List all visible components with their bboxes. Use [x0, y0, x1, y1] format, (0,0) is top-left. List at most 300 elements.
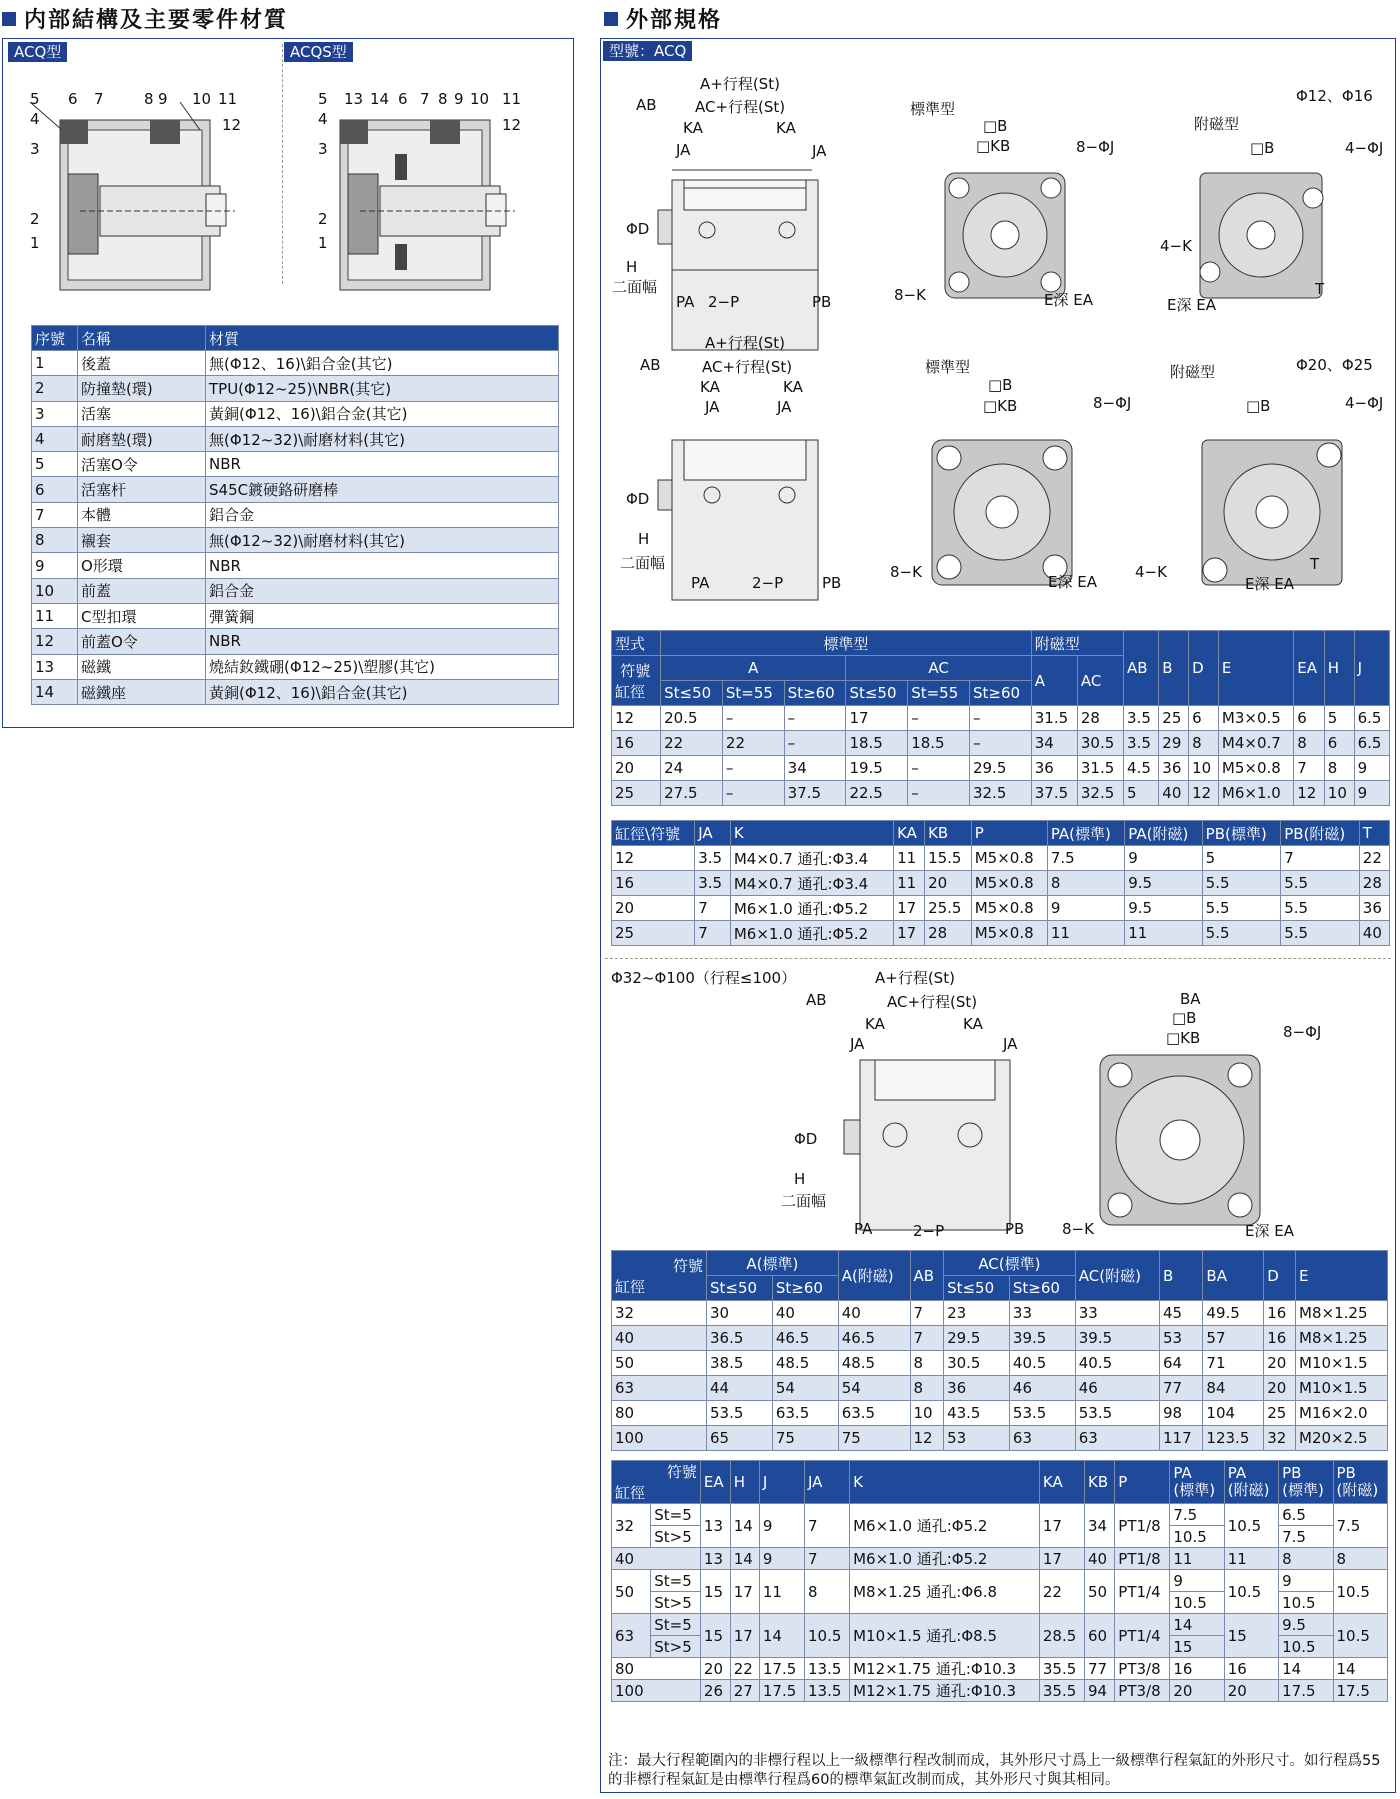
table-cell: 襯套: [78, 528, 206, 553]
table-cell: 8: [1279, 1548, 1333, 1570]
dim-eea-1: E深 EA: [1044, 291, 1093, 309]
table-cell: –: [722, 756, 784, 781]
table-cell: 4.5: [1124, 756, 1159, 781]
t1-body: [612, 706, 1390, 806]
table-cell: 17: [730, 1570, 759, 1614]
table-cell: 75: [772, 1426, 838, 1451]
table-cell: 31.5: [1077, 756, 1123, 781]
acqs-label-6: 6: [398, 90, 408, 108]
t3-h-sym: 符號: [672, 1256, 703, 1275]
table-cell: 35.5: [1039, 1680, 1084, 1702]
table-cell: NBR: [206, 553, 559, 578]
table-cell: M5×0.8: [971, 846, 1047, 871]
column-header: P: [971, 821, 1047, 846]
label-mag-1: 附磁型: [1194, 115, 1240, 133]
table-cell: 12: [1189, 781, 1219, 806]
table-cell: 11: [1047, 921, 1124, 946]
table-cell: 44: [707, 1376, 773, 1401]
table-cell: 14: [1333, 1658, 1388, 1680]
table-cell: 40: [612, 1326, 707, 1351]
acqs-label-3: 3: [318, 140, 328, 158]
column-header: PB(標準): [1202, 821, 1281, 846]
acqs-label-7: 7: [420, 90, 430, 108]
table-cell: 17: [894, 896, 925, 921]
table-cell: 49.5: [1203, 1301, 1264, 1326]
table-cell: St>5: [651, 1636, 701, 1658]
t3-h-amag: A(附磁): [838, 1251, 910, 1301]
table-cell: 9: [1047, 896, 1124, 921]
table-cell: 13: [32, 654, 78, 679]
table-cell: 13: [700, 1548, 730, 1570]
table-row: [612, 871, 1390, 896]
table-cell: 4: [32, 426, 78, 451]
column-header: KB: [1084, 1461, 1114, 1504]
table-cell: 53.5: [1009, 1401, 1075, 1426]
dim-a-st-1: A+行程(St): [700, 75, 780, 93]
materials-table: [31, 325, 559, 705]
dim-ka-3b: KA: [963, 1015, 983, 1033]
table-cell: 25: [612, 921, 695, 946]
column-header: EA: [700, 1461, 730, 1504]
dim-a-st-2: A+行程(St): [705, 334, 785, 352]
table-cell: 7: [910, 1301, 944, 1326]
table-cell: 11: [1224, 1548, 1278, 1570]
table-cell: 9: [1354, 756, 1389, 781]
acq-label-2: 2: [30, 210, 40, 228]
dim-8j-3: 8−ΦJ: [1283, 1023, 1322, 1041]
table-cell: 10.5: [1170, 1526, 1224, 1548]
table-cell: 16: [612, 731, 661, 756]
column-header: K: [850, 1461, 1040, 1504]
table-cell: 36: [944, 1376, 1010, 1401]
dim-table-4: [611, 1460, 1388, 1702]
table-cell: M6×1.0: [1218, 781, 1293, 806]
column-header: PA (附磁): [1224, 1461, 1278, 1504]
table-cell: 22: [730, 1658, 759, 1680]
column-header: PA(附磁): [1125, 821, 1202, 846]
table-cell: 28: [1359, 871, 1389, 896]
t3-sub-1: St≥60: [772, 1276, 838, 1301]
table-cell: 98: [1160, 1401, 1203, 1426]
table-row: [612, 1326, 1388, 1351]
table-cell: M5×0.8: [971, 896, 1047, 921]
table-cell: [651, 1548, 701, 1570]
tag-model: 型號：ACQ: [603, 41, 692, 61]
table-cell: 12: [612, 846, 695, 871]
column-header: J: [759, 1461, 804, 1504]
dim-two-face-2: 二面幅: [620, 554, 666, 572]
table-cell: 10: [1189, 756, 1219, 781]
table-cell: 63: [1009, 1426, 1075, 1451]
table-row: [612, 1614, 1388, 1636]
dim-ja-3b: JA: [1003, 1035, 1018, 1053]
table-cell: 9.5: [1125, 871, 1202, 896]
dim-b-mag-2: □B: [1246, 397, 1271, 415]
column-header: PB(附磁): [1281, 821, 1360, 846]
table-cell: 63: [1075, 1426, 1159, 1451]
table-cell: M3×0.5: [1218, 706, 1293, 731]
table-row: [612, 1570, 1388, 1592]
acq-label-4: 4: [30, 110, 40, 128]
bullet-square-icon: [2, 12, 16, 26]
table-cell: 27: [730, 1680, 759, 1702]
table-cell: 84: [1203, 1376, 1264, 1401]
table-cell: 耐磨墊(環): [78, 426, 206, 451]
table-cell: 前蓋: [78, 578, 206, 603]
dim-table-1: [611, 630, 1390, 806]
table-cell: 15: [700, 1570, 730, 1614]
table-cell: 24: [661, 756, 723, 781]
dim-phi-d-1: ΦD: [626, 220, 650, 238]
t1-sub-2: St≥60: [784, 681, 846, 706]
dim-8k-2: 8−K: [890, 563, 922, 581]
table-cell: –: [908, 781, 970, 806]
t1-sub-4: St=55: [908, 681, 970, 706]
table-cell: 14: [1279, 1658, 1333, 1680]
table-cell: M5×0.8: [971, 871, 1047, 896]
table-row: [32, 401, 559, 426]
column-header: KA: [894, 821, 925, 846]
table-cell: 8: [1294, 731, 1325, 756]
dim-t-1: T: [1315, 280, 1325, 298]
table-cell: 16: [1264, 1326, 1296, 1351]
table-cell: 前蓋O令: [78, 629, 206, 654]
t3-h-e: E: [1296, 1251, 1388, 1301]
table-cell: 25: [1159, 706, 1189, 731]
label-phi32100: Φ32~Φ100（行程≤100）: [611, 969, 797, 987]
t4-h-bore: 缸徑: [615, 1484, 646, 1502]
table-cell: 50: [612, 1351, 707, 1376]
table-cell: 燒結釹鐵硼(Φ12~25)\塑膠(其它): [206, 654, 559, 679]
table-cell: 22: [661, 731, 723, 756]
t3-sub-3: St≥60: [1009, 1276, 1075, 1301]
table-cell: 63: [612, 1376, 707, 1401]
table-cell: St>5: [651, 1592, 701, 1614]
mat-h-no: 序號: [32, 326, 78, 351]
table-cell: 23: [944, 1301, 1010, 1326]
table-row: [32, 477, 559, 502]
table-cell: –: [969, 731, 1031, 756]
table-cell: 12: [612, 706, 661, 731]
table-cell: 11: [894, 871, 925, 896]
table-cell: 20: [1264, 1376, 1296, 1401]
table-cell: 25.5: [925, 896, 972, 921]
table-row: [32, 629, 559, 654]
table-cell: 10: [1324, 781, 1354, 806]
table-cell: 8: [910, 1351, 944, 1376]
table-cell: –: [784, 731, 846, 756]
table-cell: 36: [1359, 896, 1389, 921]
dim-eea2-1: E深 EA: [1167, 296, 1216, 314]
t1-h-amag: A: [1031, 656, 1077, 706]
table-row: [32, 452, 559, 477]
table-cell: 54: [772, 1376, 838, 1401]
dim-ka-3a: KA: [865, 1015, 885, 1033]
table-cell: 40: [838, 1301, 910, 1326]
table-cell: 7.5: [1047, 846, 1124, 871]
table-cell: PT3/8: [1115, 1680, 1170, 1702]
table-cell: 5: [32, 452, 78, 477]
table-cell: 13.5: [804, 1658, 849, 1680]
table-row: [612, 1680, 1388, 1702]
table-cell: 37.5: [784, 781, 846, 806]
table-cell: 20.5: [661, 706, 723, 731]
dim-8j-2: 8−ΦJ: [1093, 394, 1132, 412]
column-header: PA(標準): [1047, 821, 1124, 846]
t1-h-j: J: [1354, 631, 1389, 706]
table-cell: 7: [32, 502, 78, 527]
dim-eea2-2: E深 EA: [1245, 575, 1294, 593]
table-cell: 30.5: [1077, 731, 1123, 756]
column-header: H: [730, 1461, 759, 1504]
table-cell: 無(Φ12~32)\耐磨材料(其它): [206, 528, 559, 553]
left-divider: [282, 44, 283, 284]
t1-h-b: B: [1159, 631, 1189, 706]
table-row: [32, 603, 559, 628]
table-cell: 活塞O令: [78, 452, 206, 477]
table-cell: 10.5: [804, 1614, 849, 1658]
table-cell: 27.5: [661, 781, 723, 806]
table-row: [612, 781, 1390, 806]
dim-2p-3: 2−P: [913, 1222, 945, 1240]
table-cell: M8×1.25: [1296, 1301, 1388, 1326]
materials-header-row: [32, 326, 559, 351]
table-cell: 123.5: [1203, 1426, 1264, 1451]
table-cell: 104: [1203, 1401, 1264, 1426]
table-cell: 30.5: [944, 1351, 1010, 1376]
table-cell: 11: [759, 1570, 804, 1614]
table-cell: 7.5: [1333, 1504, 1388, 1548]
table-cell: 17.5: [759, 1680, 804, 1702]
t4-header-row: [612, 1461, 1388, 1504]
t3-h-astd: A(標準): [707, 1251, 839, 1276]
dim-ac-st-2: AC+行程(St): [702, 358, 793, 376]
table-cell: 10: [32, 578, 78, 603]
dim-two-face-3: 二面幅: [781, 1192, 827, 1210]
t3-body: [612, 1301, 1388, 1451]
table-cell: 54: [838, 1376, 910, 1401]
table-cell: 8: [1324, 756, 1354, 781]
table-cell: 32: [612, 1504, 651, 1548]
column-header: P: [1115, 1461, 1170, 1504]
table-cell: 17.5: [1279, 1680, 1333, 1702]
table-cell: 9: [1170, 1570, 1224, 1592]
table-cell: 9.5: [1125, 896, 1202, 921]
table-cell: 活塞: [78, 401, 206, 426]
dim-4j-2: 4−ΦJ: [1345, 394, 1384, 412]
table-cell: 40: [1159, 781, 1189, 806]
table-cell: M10×1.5: [1296, 1351, 1388, 1376]
table-cell: M4×0.7 通孔:Φ3.4: [730, 871, 893, 896]
table-cell: 46: [1009, 1376, 1075, 1401]
table-cell: PT1/8: [1115, 1548, 1170, 1570]
column-header: PB (標準): [1279, 1461, 1333, 1504]
table-row: [612, 1301, 1388, 1326]
table-cell: 22: [722, 731, 784, 756]
table-row: [32, 376, 559, 401]
table-cell: 34: [784, 756, 846, 781]
table-cell: M4×0.7 通孔:Φ3.4: [730, 846, 893, 871]
acq-label-5: 5: [30, 90, 40, 108]
table-cell: 20: [925, 871, 972, 896]
dim-table-2: [611, 820, 1390, 946]
acqs-label-4: 4: [318, 110, 328, 128]
table-cell: 9: [1354, 781, 1389, 806]
acq-label-1: 1: [30, 234, 40, 252]
table-cell: 8: [1333, 1548, 1388, 1570]
dim-ac-st-3: AC+行程(St): [887, 993, 978, 1011]
table-cell: 鋁合金: [206, 502, 559, 527]
table-row: [612, 756, 1390, 781]
table-cell: 53.5: [707, 1401, 773, 1426]
table-cell: 40: [1359, 921, 1389, 946]
table-cell: 50: [612, 1570, 651, 1614]
table-cell: 25: [1264, 1401, 1296, 1426]
table-cell: 活塞杆: [78, 477, 206, 502]
table-cell: 11: [894, 846, 925, 871]
table-cell: 43.5: [944, 1401, 1010, 1426]
table-row: [32, 502, 559, 527]
table-row: [612, 1658, 1388, 1680]
dim-phi-d-2: ΦD: [626, 490, 650, 508]
table-cell: 8: [1047, 871, 1124, 896]
t1-h-type: 型式: [612, 631, 661, 656]
table-cell: M10×1.5 通孔:Φ8.5: [850, 1614, 1040, 1658]
dim-ab-1: AB: [636, 96, 657, 114]
table-cell: 16: [1264, 1301, 1296, 1326]
table-cell: 39.5: [1075, 1326, 1159, 1351]
table-cell: 5: [1124, 781, 1159, 806]
t4-corner-header: [612, 1461, 701, 1504]
table-cell: 3.5: [695, 846, 731, 871]
table-cell: 3.5: [1124, 731, 1159, 756]
table-cell: 7: [910, 1326, 944, 1351]
table-cell: 12: [32, 629, 78, 654]
table-row: [612, 921, 1390, 946]
dim-b-mag-1: □B: [1250, 139, 1275, 157]
table-row: [32, 351, 559, 376]
table-cell: 5.5: [1202, 871, 1281, 896]
table-cell: 10.5: [1333, 1614, 1388, 1658]
table-cell: 無(Φ12~32)\耐磨材料(其它): [206, 426, 559, 451]
table-cell: 3.5: [695, 871, 731, 896]
table-row: [32, 679, 559, 704]
table-cell: 16: [1170, 1658, 1224, 1680]
table-cell: 9: [759, 1504, 804, 1548]
dim-2p-2: 2−P: [752, 574, 784, 592]
t1-h-bore: 缸徑: [615, 682, 646, 701]
table-cell: 3.5: [1124, 706, 1159, 731]
table-cell: NBR: [206, 629, 559, 654]
table-cell: 46.5: [838, 1326, 910, 1351]
table-cell: 45: [1160, 1301, 1203, 1326]
acq-label-3: 3: [30, 140, 40, 158]
left-section-title: [2, 3, 288, 34]
left-title-text: 内部結構及主要零件材質: [24, 8, 289, 33]
dim-ka-2a: KA: [700, 378, 720, 396]
table-cell: M5×0.8: [1218, 756, 1293, 781]
table-cell: 80: [612, 1401, 707, 1426]
right-section-title: [604, 3, 722, 34]
mat-h-material: 材質: [206, 326, 559, 351]
table-cell: 53: [944, 1426, 1010, 1451]
table-cell: M6×1.0 通孔:Φ5.2: [850, 1548, 1040, 1570]
dim-b-3: □B: [1172, 1009, 1197, 1027]
table-cell: 32: [612, 1301, 707, 1326]
right-title-text: 外部規格: [626, 8, 723, 33]
table-row: [32, 578, 559, 603]
table-cell: 17: [1039, 1504, 1084, 1548]
t1-h-d: D: [1189, 631, 1219, 706]
acq-label-11: 11: [218, 90, 238, 108]
acqs-label-5: 5: [318, 90, 328, 108]
table-cell: 12: [1294, 781, 1325, 806]
dim-8j-1: 8−ΦJ: [1076, 138, 1115, 156]
table-cell: 38.5: [707, 1351, 773, 1376]
acqs-label-9: 9: [454, 90, 464, 108]
table-cell: 8: [910, 1376, 944, 1401]
table-cell: 20: [612, 896, 695, 921]
table-cell: 本體: [78, 502, 206, 527]
table-cell: 33: [1075, 1301, 1159, 1326]
table-cell: 46.5: [772, 1326, 838, 1351]
t3-sub-2: St≤50: [944, 1276, 1010, 1301]
table-cell: 65: [707, 1426, 773, 1451]
dim-8k-1: 8−K: [894, 286, 926, 304]
dim-b-2: □B: [988, 376, 1013, 394]
table-cell: 77: [1160, 1376, 1203, 1401]
acq-drawings-large: [780, 1040, 1380, 1240]
table-cell: 彈簧鋼: [206, 603, 559, 628]
table-cell: 28: [925, 921, 972, 946]
table-cell: 36: [1031, 756, 1077, 781]
table-cell: 15: [1224, 1614, 1278, 1658]
dim-pb-2: PB: [822, 574, 842, 592]
t3-h-ba: BA: [1203, 1251, 1264, 1301]
dim-h-1: H: [626, 258, 638, 276]
table-cell: 16: [1224, 1658, 1278, 1680]
dim-ba-3: BA: [1180, 990, 1201, 1008]
dim-t-2: T: [1310, 555, 1320, 573]
table-cell: 14: [1170, 1614, 1224, 1636]
t4-h-sym: 符號: [666, 1463, 697, 1481]
table-cell: 22: [1359, 846, 1389, 871]
dim-kb-3: □KB: [1166, 1029, 1201, 1047]
column-header: KA: [1039, 1461, 1084, 1504]
table-cell: PT3/8: [1115, 1658, 1170, 1680]
table-cell: 8: [32, 528, 78, 553]
table-cell: 黃銅(Φ12、16)\鋁合金(其它): [206, 679, 559, 704]
table-cell: 9.5: [1279, 1614, 1333, 1636]
footnote: 注：最大行程範圍內的非標行程以上一級標準行程改制而成，其外形尺寸爲上一級標準行程氣缸的外形尺寸。如行程爲55 的非標行程氣缸是由標準行程爲60的標準氣缸改制而成，其外形尺寸與其相同。: [608, 1753, 1381, 1788]
table-cell: 7: [1281, 846, 1360, 871]
table-cell: 15: [700, 1614, 730, 1658]
table-cell: 40.5: [1075, 1351, 1159, 1376]
table-cell: 5.5: [1202, 896, 1281, 921]
table-cell: 6.5: [1354, 731, 1389, 756]
table-cell: 11: [32, 603, 78, 628]
table-cell: St=5: [651, 1614, 701, 1636]
table-cell: 7: [695, 921, 731, 946]
table-cell: 後蓋: [78, 351, 206, 376]
table-cell: 32.5: [1077, 781, 1123, 806]
right-divider: [605, 958, 1391, 959]
table-cell: 77: [1084, 1658, 1114, 1680]
table-cell: 15.5: [925, 846, 972, 871]
table-cell: 40: [772, 1301, 838, 1326]
table-cell: 31.5: [1031, 706, 1077, 731]
tag-acq: ACQ型: [8, 42, 67, 62]
